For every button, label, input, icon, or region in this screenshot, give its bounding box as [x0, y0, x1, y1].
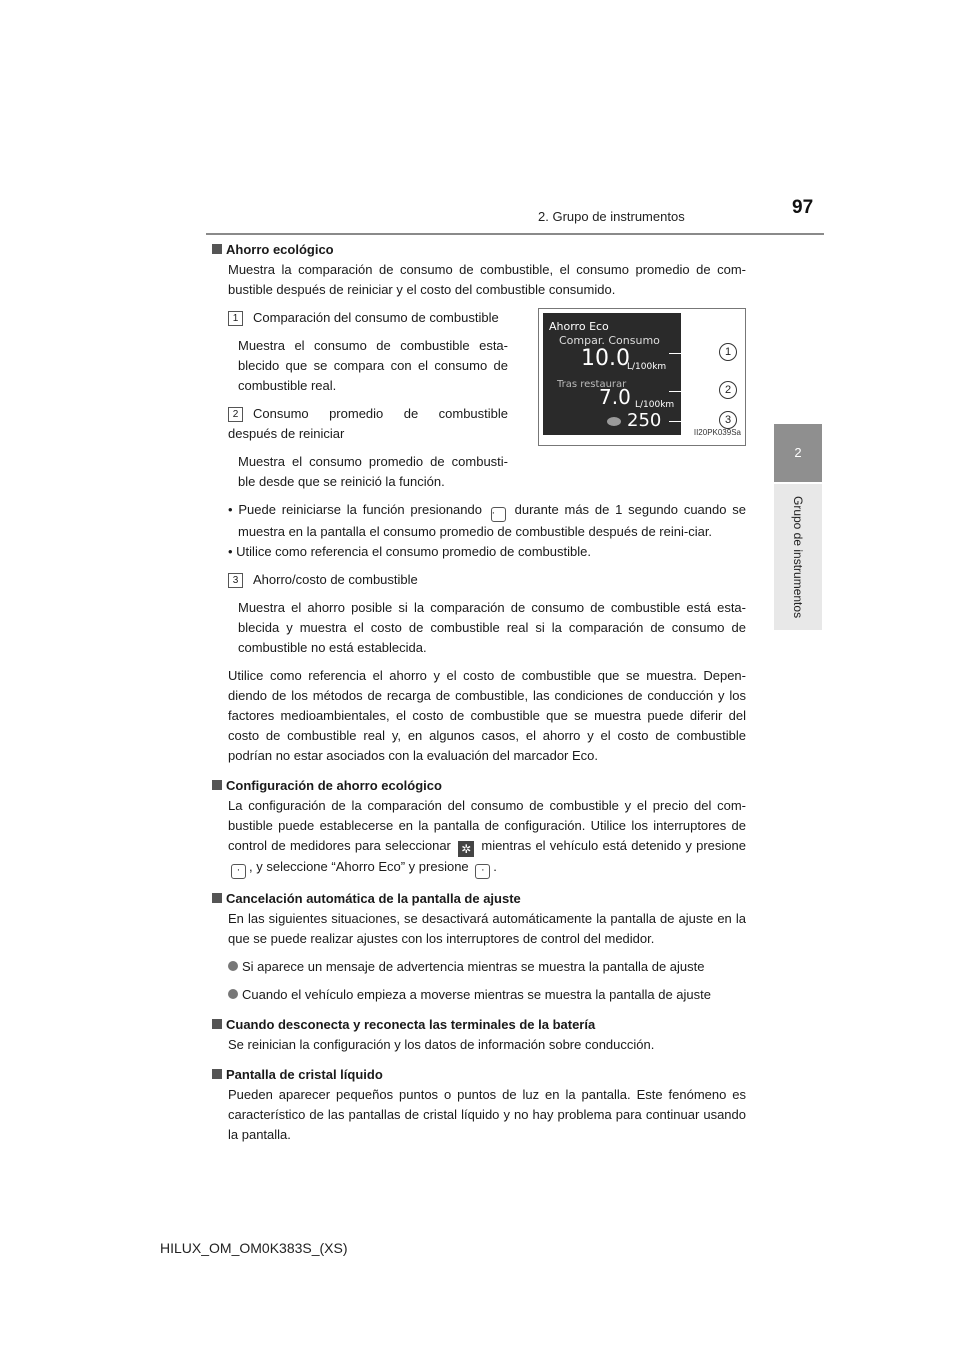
cancel-point-2-text: Cuando el vehículo empieza a moverse mientras se muestra la pantalla de ajuste — [242, 987, 711, 1002]
heading-ahorro — [212, 240, 746, 260]
config-text — [212, 796, 746, 879]
ahorro-intro: Muestra la comparación de consumo de combustible, el consumo promedio de com-bustible después de reiniciar y el costo del combustible consumido. — [228, 262, 746, 297]
item3-title — [212, 570, 746, 590]
item2-text: Muestra el consumo promedio de combusti-ble desde que se reinició la función. — [238, 454, 508, 489]
bullet-reset: • Puede reiniciarse la función presionando · durante más de 1 segundo cuando se muestra en la pantalla el consumo promedio de combustible después de reini-ciar. — [228, 502, 746, 539]
heading-config — [212, 776, 746, 796]
config-text-part2: mientras el vehículo está detenido y presione — [481, 838, 746, 853]
figure-code: II20PK039Sa — [693, 428, 741, 437]
config-text-part1: La configuración de la comparación del consumo de combustible y el precio del com-bustible puede establecerse en la pantalla de configuración. Utilice los interruptores de control de medidores para seleccionar — [228, 798, 746, 853]
cancel-point-1 — [212, 957, 746, 977]
eco-display-figure — [538, 308, 746, 446]
item3-text: Muestra el ahorro posible si la comparación de consumo de combustible está esta-blecida y muestra el costo de combustible real si la comparación de consumo de combustible no está establecida. — [238, 600, 746, 655]
config-text-part3: , y seleccione “Ahorro Eco” y presione — [249, 859, 469, 874]
figure-value-3: 250 — [627, 410, 662, 431]
square-bullet-icon — [212, 1019, 222, 1029]
item2-title — [212, 404, 508, 444]
round-bullet-icon — [228, 989, 238, 999]
item3-title-text: Ahorro/costo de combustible — [253, 572, 418, 587]
number-2-icon: 2 — [228, 407, 243, 422]
cancel-point-2 — [212, 985, 746, 1005]
number-3-icon: 3 — [228, 573, 243, 588]
ahorro-items-left — [212, 300, 508, 492]
bullet-reference: • Utilice como referencia el consumo promedio de combustible. — [228, 544, 591, 559]
item1-title — [212, 308, 508, 328]
heading-battery — [212, 1015, 746, 1035]
item2-title-text: Consumo promedio de combustible después de reiniciar — [228, 406, 508, 441]
heading-cancel-text: Cancelación automática de la pantalla de ajuste — [226, 891, 521, 906]
figure-value-1: 10.0 — [581, 346, 630, 371]
heading-ahorro-text: Ahorro ecológico — [226, 242, 334, 257]
bullet-reset-before: Puede reiniciarse la función presionando — [238, 502, 482, 517]
header-section-title: 2. Grupo de instrumentos — [538, 209, 685, 224]
figure-compar-label: Compar. Consumo — [559, 334, 660, 347]
heading-cancel — [212, 889, 746, 909]
side-tab-chapter-title: Grupo de instrumentos — [791, 495, 805, 619]
heading-lcd — [212, 1065, 746, 1085]
gear-icon: ✲ — [458, 841, 474, 857]
heading-battery-text: Cuando desconecta y reconecta las terminales de la batería — [226, 1017, 596, 1032]
item1-title-text: Comparación del consumo de combustible — [253, 310, 499, 325]
ahorro-note: Utilice como referencia el ahorro y el costo de combustible que se muestra. Depen-diendo de los métodos de recarga de combustible, las condiciones de conducción y los factores medioambientales, el costo de combustible que se muestra puede diferir del costo de combustible real y, en algunos casos, el ahorro y el costo de combustible podrían no estar asociados con la evaluación del marcador Eco. — [228, 668, 746, 763]
lcd-text: Pueden aparecer pequeños puntos o puntos de luz en la pantalla. Este fenómeno es característico de las pantallas de cristal líquido y no hay problema para continuar usando la pantalla. — [228, 1087, 746, 1142]
bullet-reference-text: Utilice como referencia el consumo promedio de combustible. — [236, 544, 591, 559]
figure-unit-1: L/100km — [627, 362, 667, 372]
bullet-reset-after: durante más de 1 segundo cuando se muestra en la pantalla el consumo promedio de combustible después de reini-ciar. — [238, 502, 746, 539]
figure-value-2: 7.0 — [599, 385, 631, 409]
callout-2: 2 — [719, 381, 737, 399]
callout-line-2 — [669, 391, 719, 392]
callout-line-3 — [669, 421, 719, 422]
number-1-icon: 1 — [228, 311, 243, 326]
callout-3: 3 — [719, 411, 737, 429]
item1-text: Muestra el consumo de combustible esta-blecido que se compara con el consumo de combustible real. — [238, 338, 508, 393]
cancel-point-1-text: Si aparece un mensaje de advertencia mientras se muestra la pantalla de ajuste — [242, 959, 705, 974]
figure-unit-2: L/100km — [635, 400, 675, 410]
figure-title: Ahorro Eco — [549, 320, 609, 333]
page-content — [212, 240, 746, 1145]
heading-lcd-text: Pantalla de cristal líquido — [226, 1067, 383, 1082]
battery-text: Se reinician la configuración y los datos de información sobre conducción. — [228, 1037, 655, 1052]
heading-config-text: Configuración de ahorro ecológico — [226, 778, 442, 793]
ok-button-icon: · — [231, 864, 246, 879]
square-bullet-icon — [212, 780, 222, 790]
round-bullet-icon — [228, 961, 238, 971]
page-number: 97 — [792, 197, 814, 218]
figure-tras-label: Tras restaurar — [557, 379, 627, 390]
callout-1: 1 — [719, 343, 737, 361]
square-bullet-icon — [212, 244, 222, 254]
ok-button-icon: · — [475, 864, 490, 879]
square-bullet-icon — [212, 893, 222, 903]
square-bullet-icon — [212, 1069, 222, 1079]
callout-line-1 — [669, 353, 719, 354]
ok-button-icon: · — [491, 507, 506, 522]
side-tab — [774, 484, 822, 630]
config-text-part4: . — [493, 859, 497, 874]
cancel-text: En las siguientes situaciones, se desactivará automáticamente la pantalla de ajuste en la que se puede realizar ajustes con los interruptores de control del medidor. — [228, 911, 746, 946]
eco-leaf-icon — [607, 417, 621, 426]
footer-doc-code: HILUX_OM_OM0K383S_(XS) — [160, 1240, 348, 1256]
ahorro-illustration-row — [212, 300, 746, 492]
side-tab-chapter-number: 2 — [774, 424, 822, 482]
header-rule — [206, 233, 824, 235]
eco-display-screen — [543, 313, 681, 435]
